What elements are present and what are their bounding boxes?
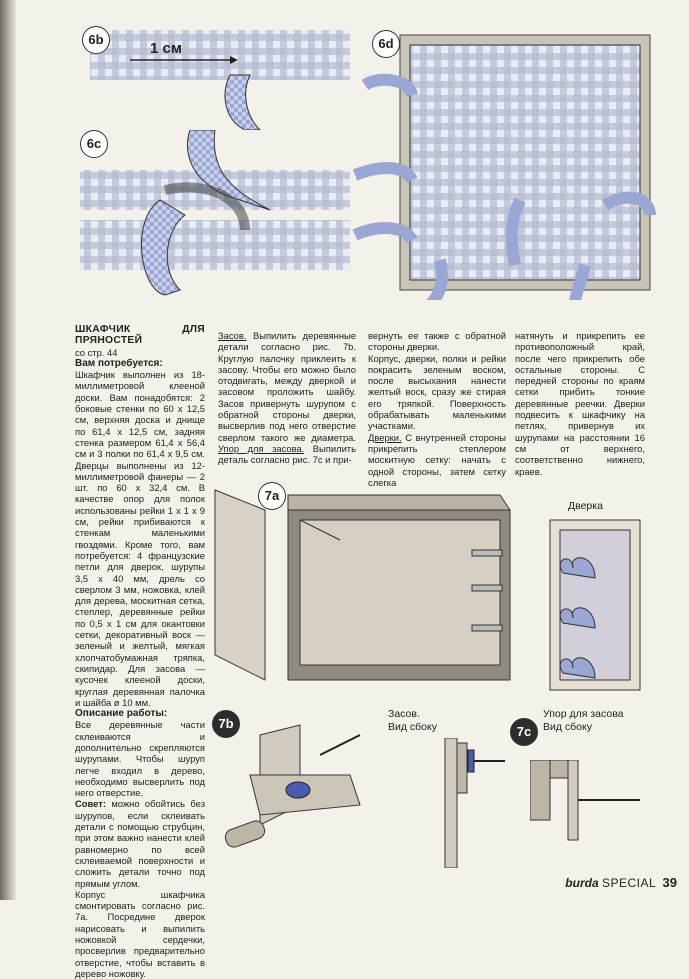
page-spine-shadow — [0, 0, 16, 900]
doors-text: С внутренней стороны прикрепить степлером москитную сетку: начать с одной стороны, затем сетку слегка — [368, 431, 506, 488]
col4-text: натянуть и прикрепить ее противоположный край, после чего прикрепить обе остальные стороны. С передней стороны по краям сетки прибить тонкие деревянные реечки. Дверки подвесить к шкафчику на петлях, привернув их шурупами на расстоянии 16 см от верхнего, соответственно нижнего, краев. — [515, 330, 645, 477]
figure-label-7c: 7c — [510, 718, 538, 746]
figure-label-6c: 6c — [80, 130, 108, 158]
work-text-3: Корпус шкафчика смонтировать согласно рис. 7а. Посредине дверок нарисовать и выпилить ножовкой сердечки, просверлив предварительно отверстие, чтобы вставить в дерево ножовку. — [75, 888, 205, 979]
article-column-1 — [75, 324, 205, 979]
article-column-4 — [515, 330, 645, 477]
article-column-3 — [368, 330, 506, 488]
latch-side-view-caption: Засов. Вид сбоку — [388, 708, 437, 733]
work-text-2: можно обойтись без шурупов, если склеивать детали с помощью струбцин, при этом важно нанести клей равномерно по всей склеиваемой поверхности и сложить детали точно под прямым углом. — [75, 798, 205, 889]
figure-6b — [70, 20, 370, 130]
materials-text: Шкафчик выполнен из 18-миллиметровой клееной доски. Вам понадобятся: 2 боковые стенки по 60 x 12,5 см, верхняя доска и днище по 61,4 x 12,5 см, задняя стенка размером 61,4 x 56,4 см и 3 полки по 61,4 x 9,5 см. Дверцы выполнены из 12-миллиметровой фанеры — 2 шт. по 60 x 32,4 см. В качестве опор для полок использованы рейки 1 x 1 x 9 см, рейки прибиваются к стенкам маленькими гвоздями. Кроме того, вам потребуется: 4 французские петли для дверок, шурупы 3,5 x 40 мм, дрель со сверлом 3 мм, ножовка, клей для дерева, москитная сетка, степлер, деревянные рейки по 0,5 x 1 см для окантовки сетки, декоративный воск — зеленый и желтый, мягкая хлопчатобумажная тряпка, скипидар. Для засова — кусочек клееной доски, круглая деревянная палочка и шайба ø 10 мм. — [75, 369, 205, 708]
figure-6c — [70, 130, 370, 310]
measure-label-1cm: 1 см — [150, 40, 182, 57]
figure-label-7a: 7a — [258, 482, 286, 510]
door-illustration — [548, 518, 643, 693]
stop-side-view-caption: Упор для засова Вид сбоку — [543, 708, 624, 733]
figure-7a — [210, 480, 520, 690]
figure-7b — [220, 715, 390, 865]
col3-text-2: Корпус, дверки, полки и рейки покрасить зеленым воском, после высыхания нанести желтый воск, сразу же стирая его тряпкой. Поверхность обрабатывать маленькими участками. — [368, 352, 506, 432]
page-footer — [565, 875, 677, 890]
materials-heading: Вам потребуется: — [75, 357, 163, 369]
stop-side-view-illustration — [530, 760, 670, 850]
door-caption: Дверка — [568, 500, 603, 512]
figure-label-7b: 7b — [212, 710, 240, 738]
latch-text: Выпилить деревянные детали согласно рис. 7b. Круглую палочку приклеить к засову. Чтобы его можно было отодвигать, между дверкой и засовом проложить шайбу. Засов привернуть шурупом с обратной стороны дверки, высверлив под него отверстие сверлом такого же диаметра. — [218, 330, 356, 443]
advice-label: Совет: — [75, 798, 106, 810]
figure-label-6d: 6d — [372, 30, 400, 58]
work-text-1: Все деревянные части склеиваются и дополнительно скрепляются шурупами. Чтобы шуруп легче входил в дерево, необходимо высверлить под него отверстие. — [75, 719, 205, 799]
figure-label-6b: 6b — [82, 26, 110, 54]
figure-6d — [350, 25, 670, 300]
footer-special: SPECIAL — [601, 876, 657, 890]
page-number: 39 — [662, 875, 677, 890]
work-heading: Описание работы: — [75, 708, 168, 720]
latch-side-view-illustration — [420, 738, 510, 868]
stop-text: Выпилить деталь согласно рис. 7c и при- — [218, 442, 356, 466]
stop-label: Упор для засова. — [218, 442, 305, 454]
latch-label: Засов. — [218, 330, 247, 341]
doors-label: Дверки. — [368, 431, 402, 443]
article-title: ШКАФЧИК ДЛЯ ПРЯНОСТЕЙ — [75, 324, 205, 347]
col3-text-1: вернуть ее также с обратной стороны дверки. — [368, 330, 506, 353]
footer-brand: burda — [565, 876, 599, 890]
article-column-2 — [218, 330, 356, 466]
see-page-ref: со стр. 44 — [75, 346, 118, 358]
